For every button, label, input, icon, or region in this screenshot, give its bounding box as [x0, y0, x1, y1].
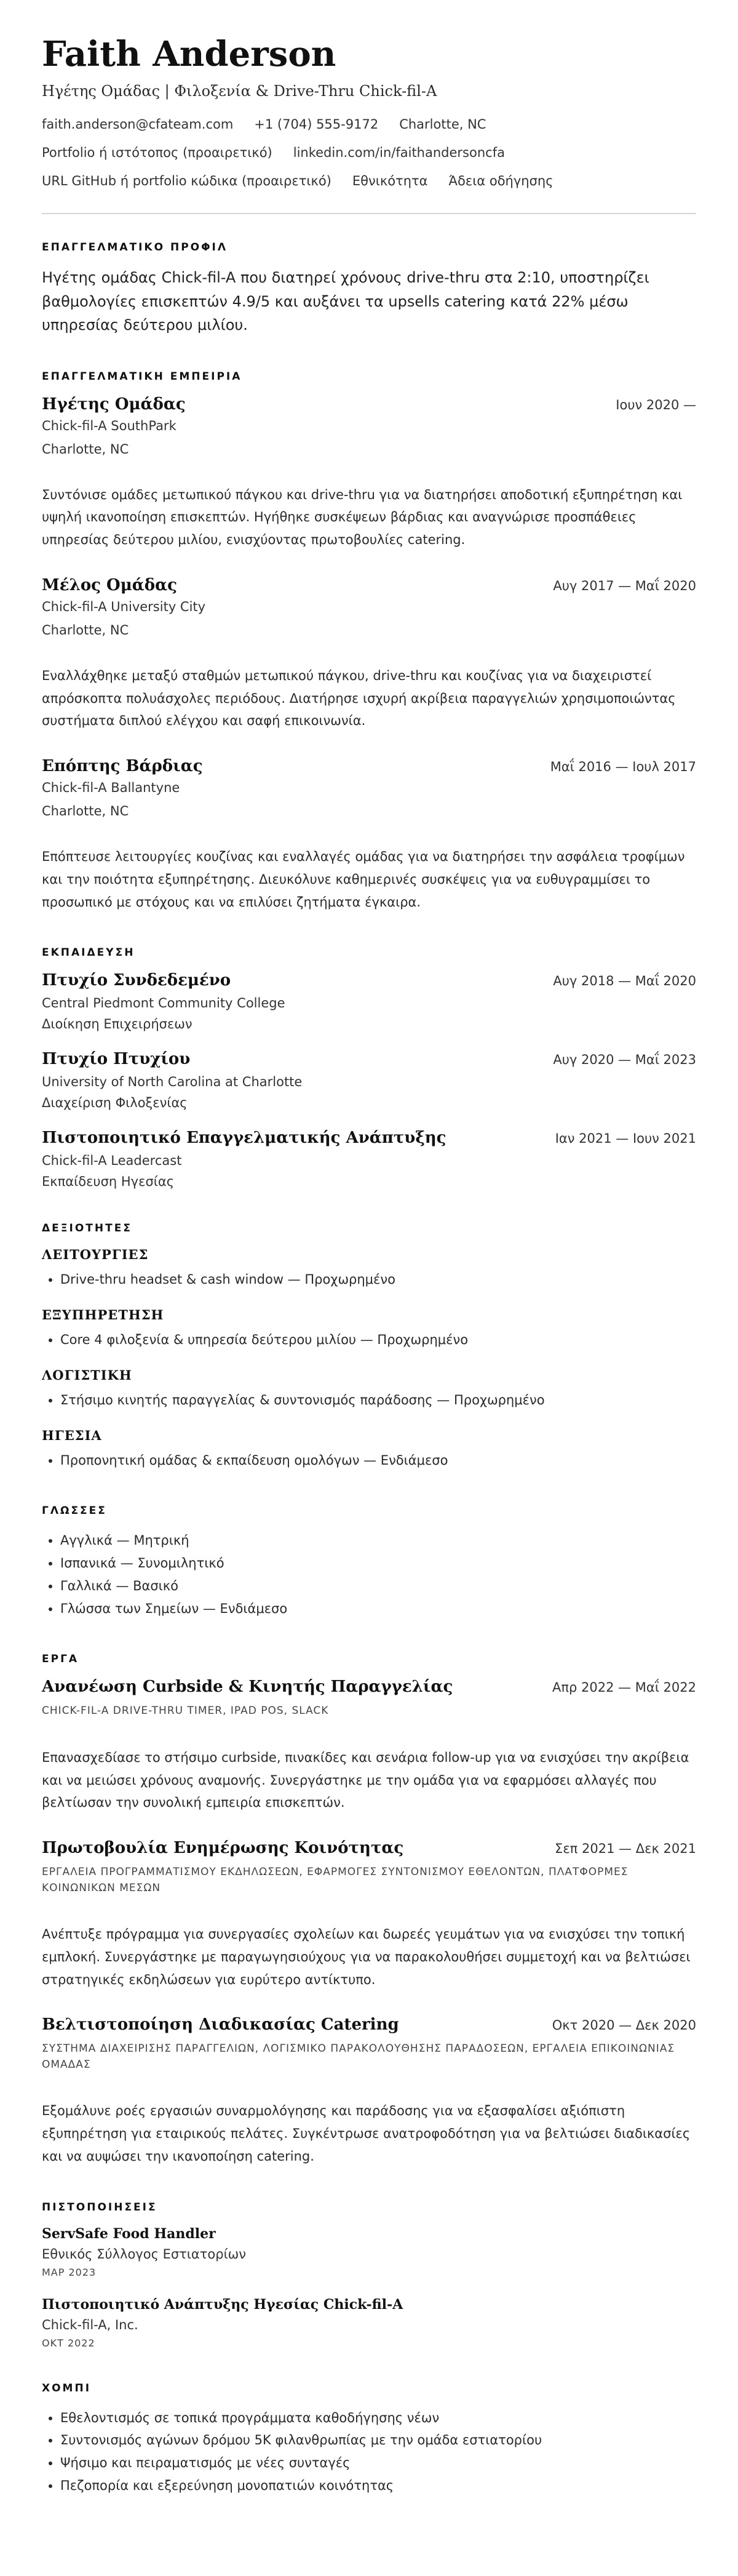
- education-entry: [42, 1129, 696, 1189]
- experience-location: Charlotte, NC: [42, 804, 129, 819]
- skill-group: [42, 1247, 696, 1291]
- project-description: Επανασχεδίασε το στήσιμο curbside, πινακίδες και σενάρια follow-up για να ενισχύσει την ακρίβεια και να μειώσει χρόνους αναμονής. Συνεργάστηκε με την ομάδα για να εφαρμόσει αλλαγές που βελτίωσαν την συνολική εμπειρία επισκεπτών.: [42, 1750, 689, 1810]
- experience-entry-head: [42, 757, 696, 775]
- project-tech: ΣΥΣΤΗΜΑ ΔΙΑΧΕΙΡΙΣΗΣ ΠΑΡΑΓΓΕΛΙΩΝ, ΛΟΓΙΣΜΙΚΟ ΠΑΡΑΚΟΛΟΥΘΗΣΗΣ ΠΑΡΑΔΟΣΕΩΝ, ΕΡΓΑΛΕΙΑ ΕΠΙΚΟΙΝΩΝΙΑΣ ΟΜΑΔΑΣ: [42, 2042, 675, 2071]
- project-tech: ΕΡΓΑΛΕΙΑ ΠΡΟΓΡΑΜΜΑΤΙΣΜΟΥ ΕΚΔΗΛΩΣΕΩΝ, ΕΦΑΡΜΟΓΕΣ ΣΥΝΤΟΝΙΣΜΟΥ ΕΘΕΛΟΝΤΩΝ, ΠΛΑΤΦΟΡΜΕΣ ΚΟΙΝΩΝΙΚΩΝ ΜΕΣΩΝ: [42, 1866, 629, 1894]
- section-title-profile: ΕΠΑΓΓΕΛΜΑΤΙΚΟ ΠΡΟΦΙΛ: [42, 241, 228, 254]
- project-name: Ανανέωση Curbside & Κινητής Παραγγελίας: [42, 1678, 453, 1697]
- education-field: Διοίκηση Επιχειρήσεων: [42, 1017, 192, 1032]
- experience-date: Αυγ 2017 — Μαΐ 2020: [553, 578, 696, 593]
- experience-entry-head: [42, 395, 696, 414]
- education-field: Εκπαίδευση Ηγεσίας: [42, 1174, 175, 1190]
- education-entry-head: [42, 1129, 696, 1147]
- project-description: Ανέπτυξε πρόγραμμα για συνεργασίες σχολείων και δωρεές γευμάτων για να ενισχύσει την τοπική εμπλοκή. Συνεργάστηκε με παραγωγησιούχους για να παρακολουθήσει συμμετοχή και να βελτιώσει στρατηγικές εκδηλώσεων για ευρύτερο αντίκτυπο.: [42, 1927, 691, 1987]
- contact-linkedin[interactable]: linkedin.com/in/faithandersoncfa: [293, 145, 505, 161]
- section-title-education: ΕΚΠΑΙΔΕΥΣΗ: [42, 946, 135, 959]
- profile-summary: Ηγέτης ομάδας Chick-fil-A που διατηρεί χρόνους drive-thru στα 2:10, υποστηρίζει βαθμολογίες επισκεπτών 4.9/5 και αυξάνει τα upsells catering κατά 22% μέσω υπηρεσίας δεύτερου μιλίου.: [42, 269, 649, 334]
- project-name: Πρωτοβουλία Ενημέρωσης Κοινότητας: [42, 1839, 404, 1858]
- project-tech: CHICK-FIL-A DRIVE-THRU TIMER, IPAD POS, SLACK: [42, 1705, 329, 1718]
- resume-header: [42, 34, 696, 188]
- project-entry: [42, 1839, 696, 1991]
- project-entry: [42, 2015, 696, 2167]
- education-school: Chick-fil-A Leadercast: [42, 1153, 182, 1169]
- experience-org: Chick-fil-A University City: [42, 599, 206, 614]
- contact-nationality: Εθνικότητα: [352, 174, 428, 189]
- language-item: • Αγγλικά — Μητρική: [60, 1529, 696, 1552]
- skill-list: [42, 1449, 696, 1472]
- contact-location: Charlotte, NC: [399, 117, 486, 132]
- contact-phone[interactable]: +1 (704) 555-9172: [254, 117, 379, 132]
- experience-description: Εναλλάχθηκε μεταξύ σταθμών μετωπικού πάγκου, drive-thru και κουζίνας για να διαχειριστεί απρόσκοπτα πολυάσχολες περιόδους. Διατήρησε ισχυρή ακρίβεια παραγγελιών χρησιμοποιώντας συστήματα διπλού ελέγχου και σαφή επικοινωνία.: [42, 668, 676, 729]
- contact-row-2: [42, 145, 696, 160]
- education-school: Central Piedmont Community College: [42, 996, 285, 1011]
- section-title-skills: ΔΕΞΙΟΤΗΤΕΣ: [42, 1222, 132, 1235]
- certification-date: ΟΚΤ 2022: [42, 2337, 95, 2349]
- hobby-item: • Συντονισμός αγώνων δρόμου 5K φιλανθρωπίας με την ομάδα εστιατορίου: [60, 2429, 696, 2452]
- project-date: Σεπ 2021 — Δεκ 2021: [555, 1841, 696, 1857]
- skill-category: ΛΕΙΤΟΥΡΓΙΕΣ: [42, 1247, 149, 1263]
- contact-email[interactable]: faith.anderson@cfateam.com: [42, 117, 234, 132]
- experience-entry: [42, 576, 696, 732]
- contact-row-3: [42, 174, 696, 188]
- experience-org: Chick-fil-A SouthPark: [42, 418, 177, 433]
- skill-item: • Drive-thru headset & cash window — Προχωρημένο: [60, 1268, 696, 1291]
- language-item: • Γαλλικά — Βασικό: [60, 1575, 696, 1598]
- contact-github[interactable]: URL GitHub ή portfolio κώδικα (προαιρετικό): [42, 174, 331, 189]
- section-title-certifications: ΠΙΣΤΟΠΟΙΗΣΕΙΣ: [42, 2201, 157, 2214]
- candidate-name: Faith Anderson: [42, 34, 336, 74]
- hobbies-section: [42, 2382, 696, 2497]
- skill-group: [42, 1428, 696, 1472]
- education-school: University of North Carolina at Charlotte: [42, 1074, 303, 1090]
- certification-entry: [42, 2297, 696, 2349]
- certification-name: ServSafe Food Handler: [42, 2225, 216, 2242]
- experience-location: Charlotte, NC: [42, 441, 129, 457]
- section-title-experience: ΕΠΑΓΓΕΛΜΑΤΙΚΗ ΕΜΠΕΙΡΙΑ: [42, 370, 242, 383]
- certifications-section: [42, 2201, 696, 2349]
- education-field: Διαχείριση Φιλοξενίας: [42, 1095, 188, 1111]
- languages-section: [42, 1505, 696, 1620]
- skill-item: • Στήσιμο κινητής παραγγελίας & συντονισμός παράδοσης — Προχωρημένο: [60, 1389, 696, 1412]
- language-list: [42, 1529, 696, 1620]
- project-date: Οκτ 2020 — Δεκ 2020: [552, 2018, 696, 2033]
- skill-category: ΛΟΓΙΣΤΙΚΗ: [42, 1367, 132, 1383]
- contact-portfolio[interactable]: Portfolio ή ιστότοπος (προαιρετικό): [42, 145, 272, 161]
- section-title-projects: ΕΡΓΑ: [42, 1653, 79, 1666]
- skills-section: [42, 1222, 696, 1471]
- language-item: • Γλώσσα των Σημείων — Ενδιάμεσο: [60, 1598, 696, 1620]
- skill-group: [42, 1367, 696, 1412]
- skill-item: • Προπονητική ομάδας & εκπαίδευση ομολόγων — Ενδιάμεσο: [60, 1449, 696, 1472]
- header-divider: [42, 213, 696, 214]
- project-entry: [42, 1678, 696, 1814]
- certification-date: ΜΑΡ 2023: [42, 2266, 97, 2278]
- candidate-headline: Ηγέτης Ομάδας | Φιλοξενία & Drive-Thru Chick-fil-A: [42, 82, 437, 100]
- projects-section: [42, 1653, 696, 2167]
- hobby-item: • Εθελοντισμός σε τοπικά προγράμματα καθοδήγησης νέων: [60, 2407, 696, 2430]
- certification-name: Πιστοποιητικό Ανάπτυξης Ηγεσίας Chick-fil-A: [42, 2296, 403, 2313]
- experience-date: Μαΐ 2016 — Ιουλ 2017: [550, 759, 696, 775]
- education-degree: Πτυχίο Πτυχίου: [42, 1050, 191, 1069]
- skill-group: [42, 1307, 696, 1351]
- experience-entry: [42, 757, 696, 913]
- experience-role: Μέλος Ομάδας: [42, 575, 177, 594]
- hobby-item: • Πεζοπορία και εξερεύνηση μονοπατιών κοινότητας: [60, 2474, 696, 2497]
- contact-license: Άδεια οδήγησης: [448, 174, 554, 189]
- skill-list: [42, 1329, 696, 1351]
- education-date: Ιαν 2021 — Ιουν 2021: [555, 1131, 696, 1146]
- hobby-item: • Ψήσιμο και πειραματισμός με νέες συνταγές: [60, 2452, 696, 2474]
- skill-item: • Core 4 φιλοξενία & υπηρεσία δεύτερου μιλίου — Προχωρημένο: [60, 1329, 696, 1351]
- experience-location: Charlotte, NC: [42, 622, 129, 638]
- certification-issuer: Chick-fil-A, Inc.: [42, 2317, 138, 2332]
- education-date: Αυγ 2020 — Μαΐ 2023: [553, 1052, 696, 1068]
- experience-description: Συντόνισε ομάδες μετωπικού πάγκου και drive-thru για να διατηρήσει αποδοτική εξυπηρέτηση και υψηλή ικανοποίηση επισκεπτών. Ηγήθηκε συσκέψεων βάρδιας και αναγνώρισε προσπάθειες υπηρεσίας δεύτερου μιλίου, ενισχύοντας πρωτοβουλίες catering.: [42, 487, 683, 548]
- language-item: • Ισπανικά — Συνομιλητικό: [60, 1552, 696, 1575]
- project-description: Εξομάλυνε ροές εργασιών συναρμολόγησης και παράδοσης για να εξασφαλίσει αξιόπιστη εξυπηρέτηση για εταιρικούς πελάτες. Συγκέντρωσε ανατροφοδότηση για να βελτιώσει διαδικασίες και να αυψώσει την ικανοποίηση catering.: [42, 2103, 691, 2164]
- section-title-languages: ΓΛΩΣΣΕΣ: [42, 1505, 107, 1518]
- experience-role: Ηγέτης Ομάδας: [42, 394, 186, 414]
- section-title-hobbies: ΧΟΜΠΙ: [42, 2382, 92, 2394]
- skill-category: ΗΓΕΣΙΑ: [42, 1427, 102, 1443]
- education-degree: Πτυχίο Συνδεδεμένο: [42, 971, 231, 990]
- experience-entry-head: [42, 576, 696, 594]
- hobby-list: [42, 2407, 696, 2497]
- project-entry-head: [42, 1678, 696, 1696]
- experience-role: Επόπτης Βάρδιας: [42, 757, 203, 776]
- project-name: Βελτιστοποίηση Διαδικασίας Catering: [42, 2015, 399, 2034]
- experience-section: [42, 370, 696, 914]
- experience-date: Ιουν 2020 —: [616, 397, 696, 412]
- project-entry-head: [42, 2015, 696, 2034]
- education-entry-head: [42, 1050, 696, 1068]
- education-degree: Πιστοποιητικό Επαγγελματικής Ανάπτυξης: [42, 1129, 446, 1148]
- education-section: [42, 946, 696, 1189]
- project-date: Απρ 2022 — Μαΐ 2022: [552, 1680, 696, 1695]
- skill-list: [42, 1268, 696, 1291]
- skill-category: ΕΞΥΠΗΡΕΤΗΣΗ: [42, 1307, 164, 1323]
- project-entry-head: [42, 1839, 696, 1857]
- contact-row-1: [42, 117, 696, 132]
- certification-entry: [42, 2226, 696, 2278]
- skill-list: [42, 1389, 696, 1412]
- education-entry: [42, 1050, 696, 1110]
- certification-issuer: Εθνικός Σύλλογος Εστιατορίων: [42, 2246, 246, 2262]
- education-date: Αυγ 2018 — Μαΐ 2020: [553, 974, 696, 989]
- experience-entry: [42, 395, 696, 551]
- education-entry-head: [42, 971, 696, 990]
- profile-section: [42, 241, 696, 337]
- experience-description: Επόπτευσε λειτουργίες κουζίνας και εναλλαγές ομάδας για να διατηρήσει την ασφάλεια τροφίμων και την ποιότητα εξυπηρέτησης. Διευκόλυνε καθημερινές συσκέψεις για να ευθυγραμμίσει το προσωπικό με στόχους και να επιλύσει ζητήματα έγκαιρα.: [42, 849, 685, 910]
- education-entry: [42, 971, 696, 1031]
- experience-org: Chick-fil-A Ballantyne: [42, 780, 180, 796]
